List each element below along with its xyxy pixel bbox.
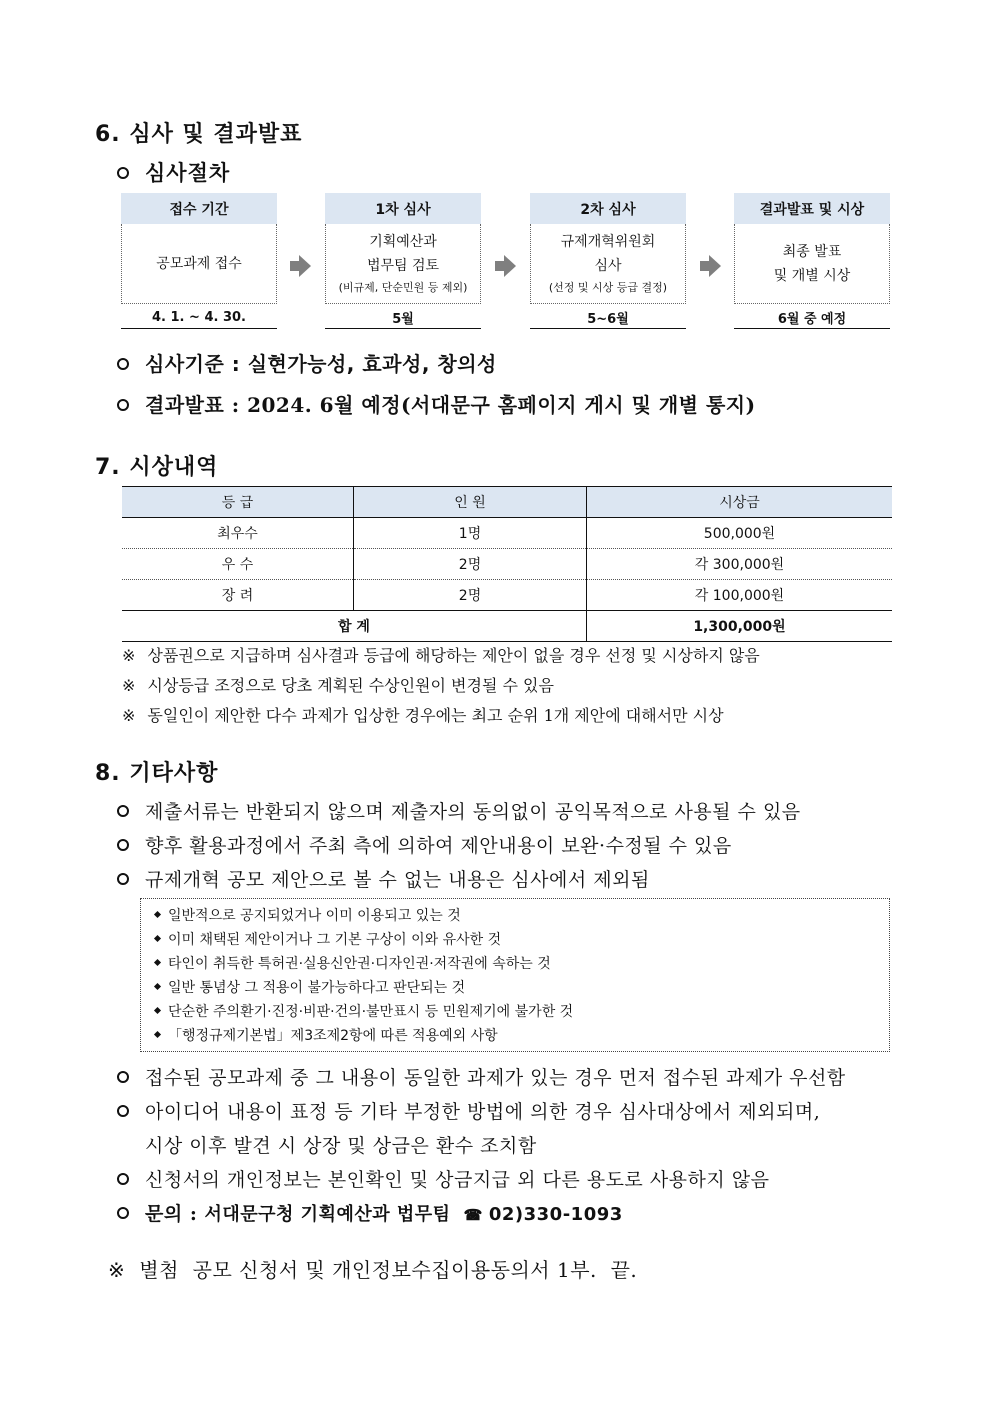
phone-icon: ☎ bbox=[463, 1206, 483, 1224]
step-header: 결과발표 및 시상 bbox=[734, 193, 890, 224]
note-mark: ※ bbox=[122, 706, 136, 725]
misc-item-text: 제출서류는 반환되지 않으며 제출자의 동의없이 공익목적으로 사용될 수 있음 bbox=[145, 801, 801, 823]
cell-count: 1명 bbox=[354, 518, 587, 549]
announcement-line bbox=[117, 389, 756, 418]
diamond-bullet-icon bbox=[154, 911, 161, 918]
circle-bullet-icon bbox=[117, 1071, 129, 1083]
step-period: 5~6월 bbox=[530, 306, 686, 329]
diamond-bullet-icon bbox=[154, 935, 161, 942]
misc-item bbox=[117, 831, 732, 858]
misc-item-text: 접수된 공모과제 중 그 내용이 동일한 과제가 있는 경우 먼저 접수된 과제가 우선함 bbox=[145, 1067, 846, 1089]
exclusion-item bbox=[155, 1024, 889, 1048]
table-row bbox=[122, 549, 892, 580]
exclusion-item bbox=[155, 928, 889, 952]
criteria-line bbox=[117, 348, 497, 377]
circle-bullet-icon bbox=[117, 358, 129, 370]
criteria-text: 심사기준 : 실현가능성, 효과성, 창의성 bbox=[145, 352, 497, 376]
announcement-text: 결과발표 : 2024. 6월 예정(서대문구 홈페이지 게시 및 개별 통지) bbox=[145, 393, 756, 417]
step-header: 2차 심사 bbox=[530, 193, 686, 224]
section-6-title: 6. 심사 및 결과발표 bbox=[95, 122, 303, 147]
cell-grade: 장 려 bbox=[122, 580, 354, 611]
circle-bullet-icon bbox=[117, 167, 129, 179]
misc-item bbox=[117, 1097, 820, 1124]
step-line: 기획예산과 bbox=[369, 233, 437, 250]
process-step-4 bbox=[734, 193, 890, 329]
misc-item-text: 규제개혁 공모 제안으로 볼 수 없는 내용은 심사에서 제외됨 bbox=[145, 869, 650, 891]
process-step-3 bbox=[530, 193, 686, 329]
table-row bbox=[122, 580, 892, 611]
exclusion-text: 일반 통념상 그 적용이 불가능하다고 판단되는 것 bbox=[168, 980, 466, 996]
step-line: 규제개혁위원회 bbox=[560, 233, 656, 250]
process-step-2 bbox=[325, 193, 481, 329]
table-row bbox=[122, 518, 892, 549]
misc-item-text: 향후 활용과정에서 주최 측에 의하여 제안내용이 보완·수정될 수 있음 bbox=[145, 835, 732, 857]
cell-prize: 각 100,000원 bbox=[587, 580, 893, 611]
exclusion-text: 단순한 주의환기·진정·비판·건의·불만표시 등 민원제기에 불가한 것 bbox=[168, 1004, 574, 1020]
note-mark: ※ bbox=[122, 646, 136, 665]
cell-count: 2명 bbox=[354, 549, 587, 580]
contact-label: 문의 : bbox=[145, 1203, 198, 1225]
exclusion-text: 이미 채택된 제안이거나 그 기본 구상이 이와 유사한 것 bbox=[168, 932, 502, 948]
exclusion-text: 타인이 취득한 특허권·실용신안권·디자인권·저작권에 속하는 것 bbox=[168, 956, 551, 972]
step-line: 심사 bbox=[594, 257, 622, 274]
cell-grade: 최우수 bbox=[122, 518, 354, 549]
step-line: 공모과제 접수 bbox=[156, 255, 242, 272]
circle-bullet-icon bbox=[117, 839, 129, 851]
step-header: 접수 기간 bbox=[121, 193, 277, 224]
contact-org: 서대문구청 기획예산과 법무팀 bbox=[204, 1204, 451, 1225]
step-line: 최종 발표 bbox=[782, 243, 842, 260]
exclusion-item bbox=[155, 952, 889, 976]
procedure-heading bbox=[117, 157, 230, 187]
note-text: 상품권으로 지급하며 심사결과 등급에 해당하는 제안이 없을 경우 선정 및 시상하지 않음 bbox=[147, 646, 760, 665]
circle-bullet-icon bbox=[117, 805, 129, 817]
misc-item bbox=[117, 1165, 769, 1192]
step-line: 및 개별 시상 bbox=[773, 267, 851, 284]
diamond-bullet-icon bbox=[154, 959, 161, 966]
exclusion-text: 「행정규제기본법」제3조제2항에 따른 적용예외 사항 bbox=[168, 1028, 498, 1044]
step-body bbox=[734, 224, 890, 304]
misc-item-text: 신청서의 개인정보는 본인확인 및 상금지급 외 다른 용도로 사용하지 않음 bbox=[145, 1169, 770, 1191]
exclusion-box bbox=[140, 898, 890, 1052]
contact-line bbox=[117, 1199, 623, 1226]
step-period: 6월 중 예정 bbox=[734, 306, 890, 329]
step-period: 4. 1. ~ 4. 30. bbox=[121, 306, 277, 329]
step-header: 1차 심사 bbox=[325, 193, 481, 224]
circle-bullet-icon bbox=[117, 1207, 129, 1219]
awards-table bbox=[122, 486, 892, 642]
circle-bullet-icon bbox=[117, 1173, 129, 1185]
procedure-title: 심사절차 bbox=[145, 161, 231, 185]
misc-item-text: 아이디어 내용이 표정 등 기타 부정한 방법에 의한 경우 심사대상에서 제외되며, bbox=[145, 1101, 821, 1123]
contact-phone: 02)330-1093 bbox=[488, 1204, 623, 1225]
award-note bbox=[122, 643, 760, 666]
total-row bbox=[122, 611, 892, 642]
header-prize: 시상금 bbox=[587, 487, 893, 518]
section-8-title: 8. 기타사항 bbox=[95, 761, 219, 786]
exclusion-item bbox=[155, 976, 889, 1000]
award-note bbox=[122, 703, 724, 726]
section-7-title: 7. 시상내역 bbox=[95, 455, 219, 480]
attachment-mark: ※ bbox=[108, 1258, 126, 1282]
step-body bbox=[530, 224, 686, 304]
cell-count: 2명 bbox=[354, 580, 587, 611]
note-text: 시상등급 조정으로 당초 계획된 수상인원이 변경될 수 있음 bbox=[147, 676, 554, 695]
total-label: 합 계 bbox=[122, 611, 587, 642]
misc-item bbox=[117, 1063, 846, 1090]
attachment-text: 별첨 공모 신청서 및 개인정보수집이용동의서 1부. 끝. bbox=[139, 1258, 638, 1282]
table-header-row bbox=[122, 487, 892, 518]
attachment-line bbox=[108, 1254, 637, 1283]
step-line: 법무팀 검토 bbox=[366, 257, 440, 274]
diamond-bullet-icon bbox=[154, 1007, 161, 1014]
exclusion-text: 일반적으로 공지되었거나 이미 이용되고 있는 것 bbox=[168, 908, 461, 924]
step-note: (비규제, 단순민원 등 제외) bbox=[338, 280, 468, 294]
exclusion-item bbox=[155, 1000, 889, 1024]
misc-item-continuation: 시상 이후 발견 시 상장 및 상금은 환수 조치함 bbox=[145, 1135, 537, 1157]
header-count: 인 원 bbox=[354, 487, 587, 518]
cell-prize: 각 300,000원 bbox=[587, 549, 893, 580]
exclusion-item bbox=[155, 904, 889, 928]
circle-bullet-icon bbox=[117, 399, 129, 411]
note-text: 동일인이 제안한 다수 과제가 입상한 경우에는 최고 순위 1개 제안에 대해서만 시상 bbox=[147, 706, 724, 725]
process-step-1 bbox=[121, 193, 277, 329]
step-body bbox=[325, 224, 481, 304]
circle-bullet-icon bbox=[117, 1105, 129, 1117]
award-note bbox=[122, 673, 554, 696]
step-note: (선정 및 시상 등급 결정) bbox=[548, 280, 668, 294]
total-value: 1,300,000원 bbox=[587, 611, 893, 642]
cell-grade: 우 수 bbox=[122, 549, 354, 580]
diamond-bullet-icon bbox=[154, 1031, 161, 1038]
step-body bbox=[121, 224, 277, 304]
note-mark: ※ bbox=[122, 676, 136, 695]
header-grade: 등 급 bbox=[122, 487, 354, 518]
misc-item bbox=[117, 865, 650, 892]
diamond-bullet-icon bbox=[154, 983, 161, 990]
circle-bullet-icon bbox=[117, 873, 129, 885]
cell-prize: 500,000원 bbox=[587, 518, 893, 549]
step-period: 5월 bbox=[325, 306, 481, 329]
misc-item bbox=[117, 797, 801, 824]
